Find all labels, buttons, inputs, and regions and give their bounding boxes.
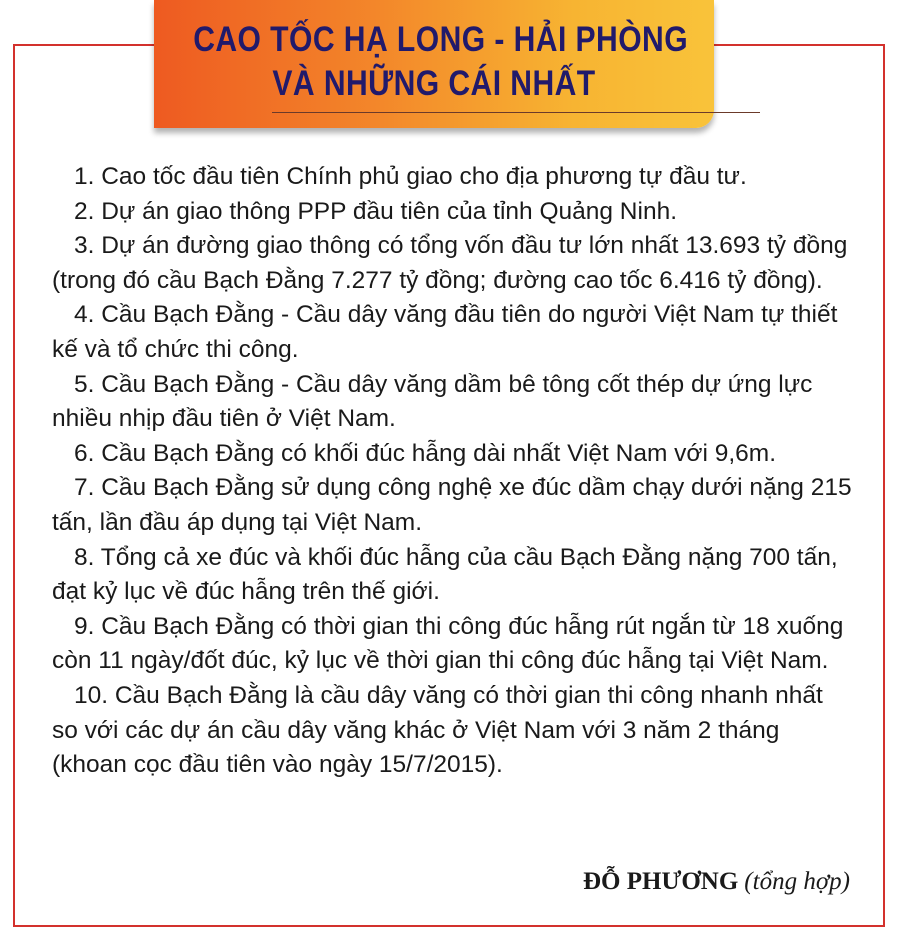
author-note: (tổng hợp) [744,868,850,895]
fact-item: 6. Cầu Bạch Đằng có khối đúc hẫng dài nhất Việt Nam với 9,6m. [74,439,777,467]
fact-item: 5. Cầu Bạch Đằng - Cầu dây văng dầm bê tông cốt thép dự ứng lực nhiều nhịp đầu tiên ở Việt Nam. [52,370,813,433]
fact-item: 9. Cầu Bạch Đằng có thời gian thi công đúc hẫng rút ngắn từ 18 xuống còn 11 ngày/đốt đúc, kỷ lục về thời gian thi công đúc hẫng tại Việt Nam. [52,612,844,675]
author-credit [583,868,850,896]
fact-item: 8. Tổng cả xe đúc và khối đúc hẫng của cầu Bạch Đằng nặng 700 tấn, đạt kỷ lục về đúc hẫng trên thế giới. [52,543,838,606]
fact-item: 4. Cầu Bạch Đằng - Cầu dây văng đầu tiên do người Việt Nam tự thiết kế và tổ chức thi công. [52,301,838,363]
fact-item: 10. Cầu Bạch Đằng là cầu dây văng có thời gian thi công nhanh nhất so với các dự án cầu dây văng khác ở Việt Nam với 3 năm 2 tháng (khoan cọc đầu tiên vào ngày 15/7/2015). [52,681,823,779]
fact-item: 2. Dự án giao thông PPP đầu tiên của tỉnh Quảng Ninh. [74,197,678,225]
title-banner [154,0,714,128]
fact-item: 1. Cao tốc đầu tiên Chính phủ giao cho địa phương tự đầu tư. [74,163,747,190]
fact-item: 3. Dự án đường giao thông có tổng vốn đầu tư lớn nhất 13.693 tỷ đồng (trong đó cầu Bạch Đằng 7.277 tỷ đồng; đường cao tốc 6.416 tỷ đồng). [52,232,848,294]
title-line-2: VÀ NHỮNG CÁI NHẤT [272,64,596,103]
author-name: ĐỖ PHƯƠNG [582,868,739,895]
title-line-1: CAO TỐC HẠ LONG - HẢI PHÒNG [193,20,689,59]
title-underline [272,112,760,113]
fact-item: 7. Cầu Bạch Đằng sử dụng công nghệ xe đúc dầm chạy dưới nặng 215 tấn, lần đầu áp dụng tại Việt Nam. [52,474,852,536]
facts-list [52,160,852,783]
